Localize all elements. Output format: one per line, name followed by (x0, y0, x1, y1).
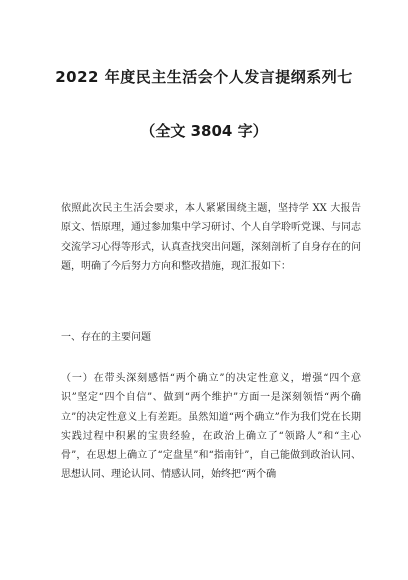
section-heading: 一、存在的主要问题 (61, 332, 151, 343)
document-subtitle: （全文 3804 字） (140, 122, 268, 140)
intro-paragraph: 依照此次民主生活会要求，本人紧紧围绕主题，坚持学 XX 大报告原文、悟原理，通过参加集中学习研讨、个人自学聆听党课、与同志交流学习心得等形式，认真查找突出问题，深刻剖析了自身存在的问题，明确了今后努力方向和整改措施，现汇报如下： (61, 203, 361, 272)
document-title: 2022 年度民主生活会个人发言提纲系列七 (55, 68, 353, 86)
section-paragraph: （一）在带头深刻感悟“两个确立”的决定性意义，增强“四个意识”坚定“四个自信”、做到“两个维护”方面一是深刻领悟“两个确立”的决定性意义上有差距。虽然知道“两个确立”作为我们党在长期实践过程中积累的宝贵经验，在政治上确立了“领路人”和“主心骨”，在思想上确立了“定盘星”和“指南针”，自己能做到政治认同、思想认同、理论认同、情感认同，始终把“两个确 (61, 373, 361, 481)
